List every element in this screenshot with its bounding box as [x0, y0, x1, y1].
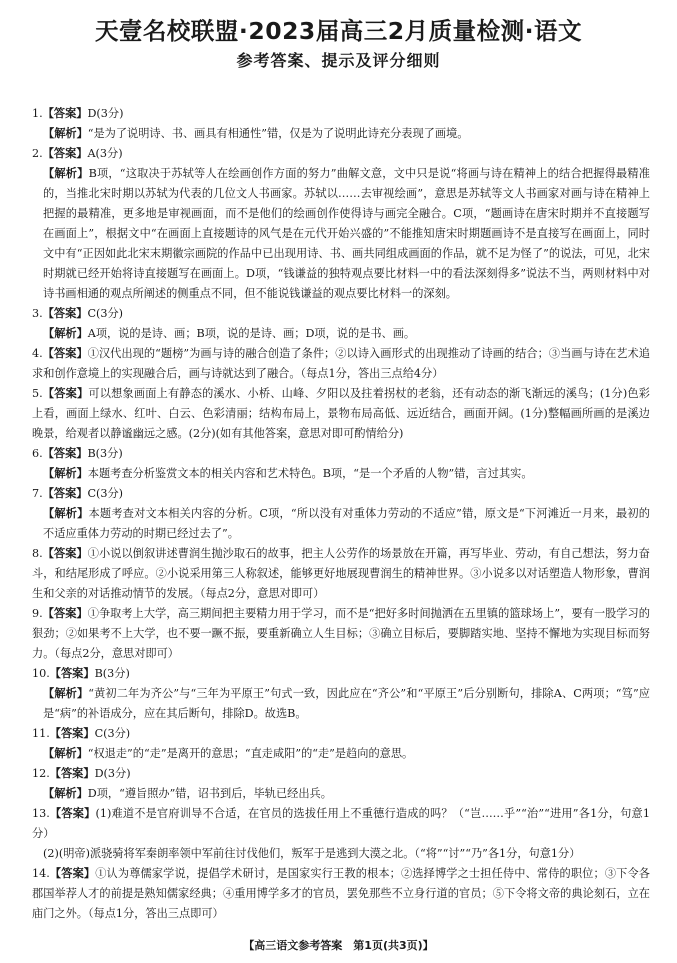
answer-text: C(3分): [87, 487, 124, 500]
analysis-text: “黄初二年为齐公”与“三年为平原王”句式一致，因此应在“齐公”和“平原王”后分别断句，排除A、C两项；“笃”应是“病”的补语成分，应在其后断句，排除D。故选B。: [43, 687, 650, 720]
analysis-text: D项，“遵旨照办”错，诏书到后，毕轨已经出兵。: [87, 787, 332, 800]
answer-text: C(3分): [87, 307, 124, 320]
answer-label: 【答案】: [42, 607, 88, 620]
answer-item: [32, 544, 650, 604]
answer-label: 【答案】: [42, 487, 88, 500]
item-number: 4.: [32, 347, 43, 360]
answer-label: 【答案】: [42, 387, 89, 400]
item-number: 10.: [32, 667, 50, 680]
item-number: 9.: [32, 607, 43, 620]
item-number: 5.: [32, 387, 43, 400]
item-number: 12.: [32, 767, 50, 780]
page-subtitle: 参考答案、提示及评分细则: [236, 51, 441, 70]
answer-text: ①争取考上大学，高三期间把主要精力用于学习，而不是“把好多时间抛洒在五里镇的篮球场上”，要有一股学习的狠劲；②如果考不上大学，也不要一蹶不振，要重新确立人生目标；③确立目标后，要脚踏实地、坚持不懈地为实现目标而努力。（每点2分，意思对即可）: [32, 607, 650, 660]
analysis-text: “权退走”的“走”是离开的意思；“直走咸阳”的“走”是趋向的意思。: [87, 747, 414, 760]
answer-label: 【答案】: [49, 727, 95, 740]
analysis-item: [32, 464, 650, 484]
page-footer: 【高三语文参考答案 第1页(共3页)】: [243, 939, 434, 952]
analysis-item: [32, 504, 650, 544]
answer-text: (1)难道不是官府训导不合适，在官员的选拔任用上不重德行造成的吗？（“岂……乎”“治”“进用”各1分，句意1分）: [32, 807, 650, 840]
analysis-item: [32, 324, 650, 344]
answer-item: [32, 384, 650, 444]
item-number: 11.: [32, 727, 50, 740]
analysis-text: 本题考查对文本相关内容的分析。C项，“所以没有对重体力劳动的不适应”错，原文是“下河滩近一月来，最初的不适应重体力劳动的时期已经过去了”。: [43, 507, 650, 540]
analysis-label: 【解析】: [43, 467, 88, 480]
answer-label: 【答案】: [49, 667, 95, 680]
answer-item: [32, 484, 650, 504]
analysis-item: [32, 164, 650, 304]
item-number: 14.: [32, 867, 50, 880]
answer-label: 【答案】: [42, 107, 88, 120]
answer-text: D(3分): [87, 107, 124, 120]
answer-text: B(3分): [87, 447, 123, 460]
answer-item: [32, 444, 650, 464]
answer-text: 可以想象画面上有静态的溪水、小桥、山峰、夕阳以及拄着拐杖的老翁，还有动态的渐飞渐远的溪鸟；(1分)色彩上看，画面上绿水、红叶、白云、色彩清丽；结构布局上，景物布局高低、远近结合，画面开阔。(1分)整幅画所画的是溪边晚景，给观者以静谧幽远之感。(2分)(如有其他答案，意思对即可酌情给分): [32, 387, 650, 440]
answer-label: 【答案】: [42, 547, 88, 560]
analysis-item: [32, 684, 650, 724]
answer-item: [32, 724, 650, 744]
answer-label: 【答案】: [49, 867, 96, 880]
page-title: 天壹名校联盟·2023届高三2月质量检测·语文: [94, 17, 583, 45]
answer-text: ①汉代出现的“题榜”为画与诗的融合创造了条件；②以诗入画形式的出现推动了诗画的结合；③当画与诗在艺术追求和创作意境上的实现融合后，画与诗就达到了融合。（每点1分，答出三点给4分）: [32, 347, 650, 380]
answer-item: [32, 144, 650, 164]
answer-label: 【答案】: [49, 767, 95, 780]
analysis-label: 【解析】: [43, 327, 88, 340]
analysis-label: 【解析】: [43, 687, 89, 700]
item-number: 2.: [32, 147, 43, 160]
item-number: 7.: [32, 487, 43, 500]
analysis-label: 【解析】: [43, 787, 88, 800]
answer-item: [32, 104, 650, 124]
item-number: 13.: [32, 807, 50, 820]
answer-item: [32, 864, 650, 924]
answer-text: B(3分): [94, 667, 130, 680]
analysis-item: [32, 784, 650, 804]
analysis-label: 【解析】: [43, 127, 88, 140]
answer-label: 【答案】: [49, 807, 96, 820]
answer-text: C(3分): [94, 727, 131, 740]
item-number: 3.: [32, 307, 43, 320]
item-number: 6.: [32, 447, 43, 460]
analysis-text: A项，说的是诗、画；B项，说的是诗、画；D项，说的是书、画。: [87, 327, 416, 340]
analysis-item: [32, 124, 650, 144]
analysis-item: [32, 744, 650, 764]
answer-text: A(3分): [87, 147, 123, 160]
analysis-text: B项，“这取决于苏轼等人在绘画创作方面的努力”曲解文意，文中只是说“将画与诗在精神上的结合把握得最精准的，当推北宋时期以苏轼为代表的几位文人书画家。苏轼以……去审视绘画”，意思是苏轼等文人书画家对画与诗在精神上把握的最精准，更多地是审视画面，而不是他们的绘画创作使得诗与画完全融合。C项，“题画诗在唐宋时期并不直接题写在画面上”，根据文中“在画面上直接题诗的风气是在元代开始兴盛的”不能推知唐宋时期题画诗不是直接写在画面上，同时文中有“正因如此北宋末期徽宗画院的作品中已出现用诗、书、画共同组成画面的作品，就不足为怪了”的说法，可见，北宋时期就已经开始将诗直接题写在画面上。D项，“钱谦益的独特观点要比材料一中的看法深刻得多”说法不当，两则材料中对诗书画相通的观点所阐述的侧重点不同，但不能说钱谦益的观点要比材料一的深刻。: [43, 167, 650, 300]
answer-label: 【答案】: [42, 447, 88, 460]
answer-item: [32, 604, 650, 664]
answer-label: 【答案】: [42, 347, 88, 360]
answer-item: [32, 764, 650, 784]
analysis-text: “是为了说明诗、书、画具有相通性”错，仅是为了说明此诗充分表现了画境。: [87, 127, 469, 140]
answer-label: 【答案】: [42, 307, 88, 320]
answer-label: 【答案】: [42, 147, 88, 160]
answer-text: ①小说以倒叙讲述曹润生抛沙取石的故事，把主人公劳作的场景放在开篇，再写毕业、劳动，有自己想法，努力奋斗，和结尾形成了呼应。②小说采用第三人称叙述，能够更好地展现曹润生的精神世界。③小说多以对话塑造人物形象，曹润生和父亲的对话推动情节的发展。（每点2分，意思对即可）: [32, 547, 650, 600]
analysis-label: 【解析】: [43, 167, 89, 180]
answer-item: [32, 804, 650, 844]
item-number: 1.: [32, 107, 43, 120]
item-number: 8.: [32, 547, 43, 560]
answer-item: [32, 304, 650, 324]
analysis-label: 【解析】: [43, 747, 88, 760]
analysis-text: 本题考查分析鉴赏文本的相关内容和艺术特色。B项，“是一个矛盾的人物”错，言过其实。: [87, 467, 533, 480]
analysis-label: 【解析】: [43, 507, 89, 520]
answer-item: [32, 664, 650, 684]
answer-item: [32, 344, 650, 384]
answer-text: ①认为尊儒家学说，提倡学术研讨，是国家实行王教的根本；②选择博学之士担任侍中、常侍的职位；③下令各郡国举荐人才的前提是熟知儒家经典；④重用博学多才的官员，罢免那些不立身行道的官员；⑤下令将文帝的典论刻石，立在庙门之外。（每点1分，答出三点即可）: [32, 867, 650, 920]
answer-list: [32, 104, 650, 924]
answer-text: D(3分): [94, 767, 131, 780]
answer-subitem: (2)(明帝)派骁骑将军秦朗率领中军前往讨伐他们，叛军于是逃到大漠之北。（“将”“讨”“乃”各1分，句意1分）: [43, 847, 581, 860]
